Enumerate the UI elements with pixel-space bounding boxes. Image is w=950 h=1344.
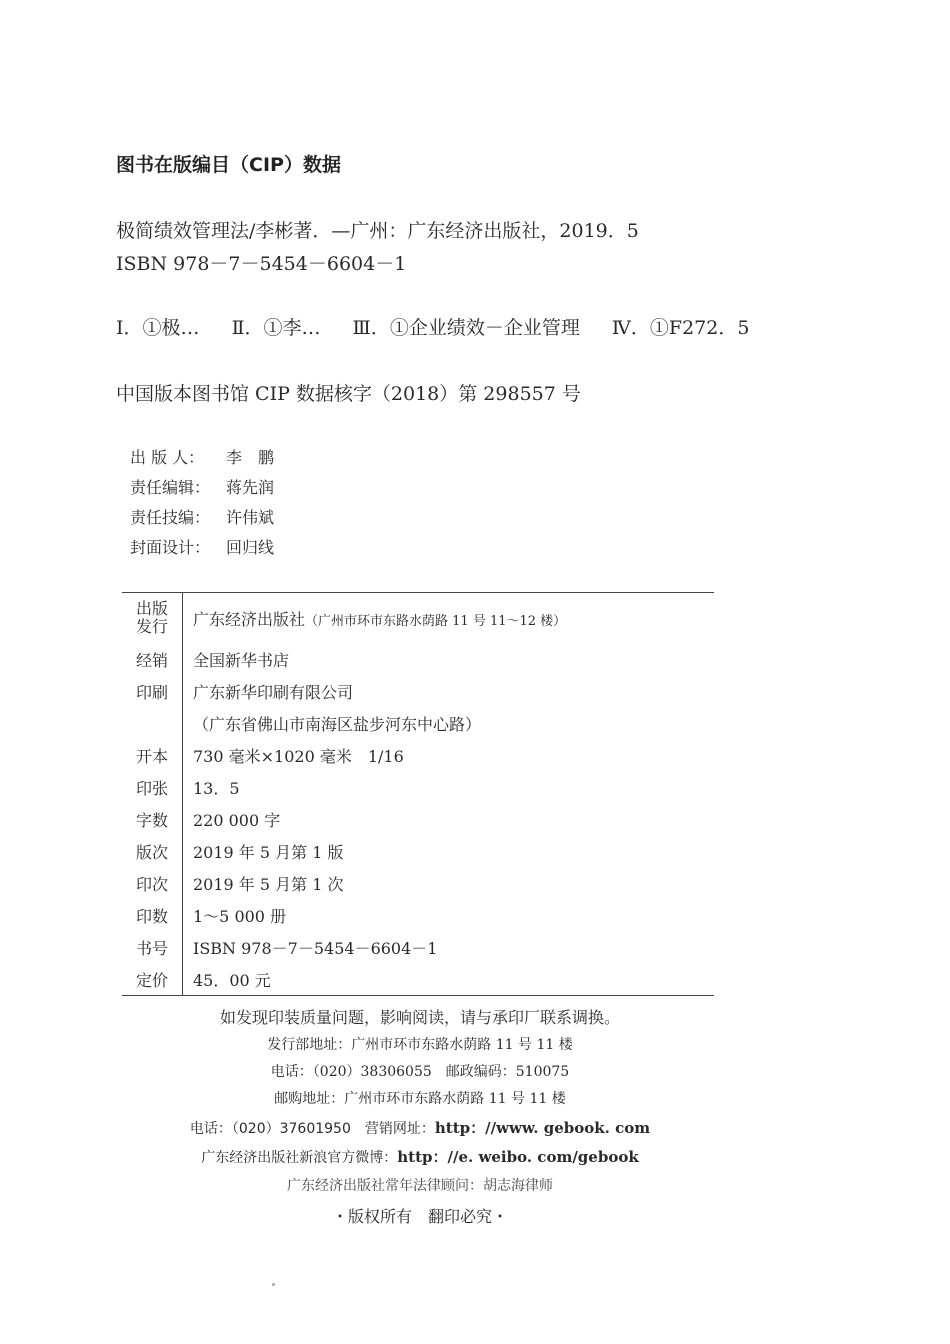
row-key bbox=[122, 707, 183, 739]
row-value: 220 000 字 bbox=[193, 810, 281, 830]
cip-library-line: 中国版本图书馆 CIP 数据核字（2018）第 298557 号 bbox=[116, 383, 581, 405]
credit-label: 封面设计： bbox=[130, 538, 211, 557]
class-4: Ⅳ．①F272．5 bbox=[611, 317, 750, 339]
legal-advisor: 广东经济出版社常年法律顾问：胡志海律师 bbox=[287, 1178, 553, 1194]
row-key: 印刷 bbox=[122, 675, 183, 707]
row-key: 书号 bbox=[122, 931, 183, 963]
publisher-address: （广州市环市东路水荫路 11 号 11～12 楼） bbox=[305, 613, 567, 629]
row-key: 印张 bbox=[122, 771, 183, 803]
website-link[interactable]: http：//www. gebook. com bbox=[434, 1119, 651, 1137]
table-row bbox=[122, 739, 714, 771]
publication-table bbox=[122, 592, 714, 996]
credit-label: 责任编辑： bbox=[130, 478, 211, 497]
credit-editor bbox=[130, 475, 274, 498]
table-row bbox=[122, 931, 714, 963]
quality-notice: 如发现印装质量问题，影响阅读，请与承印厂联系调换。 bbox=[219, 1008, 620, 1027]
credit-cover-design bbox=[130, 535, 274, 558]
table-row bbox=[122, 867, 714, 899]
scan-speck bbox=[272, 1283, 275, 1286]
phone-postcode: 电话：（020）38306055 邮政编码：510075 bbox=[270, 1064, 570, 1080]
row-value: 1～5 000 册 bbox=[193, 906, 287, 926]
table-row bbox=[122, 771, 714, 803]
row-key: 印次 bbox=[122, 867, 183, 899]
table-row bbox=[122, 803, 714, 835]
weibo-line bbox=[0, 1146, 840, 1167]
weibo-link[interactable]: http：//e. weibo. com/gebook bbox=[397, 1148, 639, 1166]
weibo-label: 广东经济出版社新浪官方微博： bbox=[201, 1150, 398, 1166]
credit-value: 许伟斌 bbox=[226, 508, 275, 527]
row-key: 版次 bbox=[122, 835, 183, 867]
row-key: 开本 bbox=[122, 739, 183, 771]
row-value: 730 毫米×1020 毫米 1/16 bbox=[193, 746, 404, 766]
row-value: 45．00 元 bbox=[193, 970, 271, 990]
credit-tech-editor bbox=[130, 505, 274, 528]
row-key bbox=[122, 593, 183, 643]
row-value: 广东新华印刷有限公司 bbox=[193, 682, 354, 702]
table-row bbox=[122, 707, 714, 739]
row-key: 字数 bbox=[122, 803, 183, 835]
credit-label: 责任技编： bbox=[130, 508, 211, 527]
mail-order-address: 邮购地址：广州市环市东路水荫路 11 号 11 楼 bbox=[274, 1091, 566, 1107]
class-1: Ⅰ．①极… bbox=[116, 317, 200, 339]
table-row bbox=[122, 963, 714, 995]
publisher-label-2: 发行 bbox=[135, 617, 168, 636]
distribution-address: 发行部地址：广州市环市东路水荫路 11 号 11 楼 bbox=[267, 1037, 573, 1053]
cip-isbn-line: ISBN 978－7－5454－6604－1 bbox=[116, 253, 407, 275]
table-row bbox=[122, 643, 714, 675]
credit-value: 回归线 bbox=[226, 538, 275, 557]
publisher-label-1: 出版 bbox=[135, 599, 168, 618]
row-key: 定价 bbox=[122, 963, 183, 995]
row-value: 2019 年 5 月第 1 版 bbox=[193, 842, 344, 862]
cip-classification bbox=[116, 313, 775, 340]
row-value: （广东省佛山市南海区盐步河东中心路） bbox=[193, 714, 482, 734]
phone-website-label: 电话：（020）37601950 营销网址： bbox=[189, 1121, 435, 1137]
table-row bbox=[122, 835, 714, 867]
row-key: 经销 bbox=[122, 643, 183, 675]
cip-heading: 图书在版编目（CIP）数据 bbox=[116, 154, 341, 176]
table-row-publisher bbox=[122, 593, 714, 643]
table-row bbox=[122, 675, 714, 707]
row-value: 全国新华书店 bbox=[193, 650, 290, 670]
table-row bbox=[122, 899, 714, 931]
row-value bbox=[183, 607, 566, 630]
row-value: 13．5 bbox=[193, 778, 240, 798]
publisher-name: 广东经济出版社 bbox=[193, 609, 306, 629]
class-2: Ⅱ．①李… bbox=[231, 317, 321, 339]
credit-label: 出 版 人： bbox=[130, 448, 205, 467]
credit-value: 蒋先润 bbox=[226, 478, 275, 497]
row-key: 印数 bbox=[122, 899, 183, 931]
class-3: Ⅲ．①企业绩效－企业管理 bbox=[352, 317, 580, 339]
phone-website-line bbox=[0, 1117, 840, 1138]
copyright-notice: ・版权所有 翻印必究・ bbox=[331, 1207, 508, 1226]
cip-title-line: 极简绩效管理法/李彬著．—广州：广东经济出版社，2019．5 bbox=[116, 220, 639, 242]
credit-value: 李 鹏 bbox=[226, 448, 275, 467]
row-value: 2019 年 5 月第 1 次 bbox=[193, 874, 344, 894]
credit-publisher bbox=[130, 445, 274, 468]
row-value: ISBN 978－7－5454－6604－1 bbox=[193, 938, 438, 958]
